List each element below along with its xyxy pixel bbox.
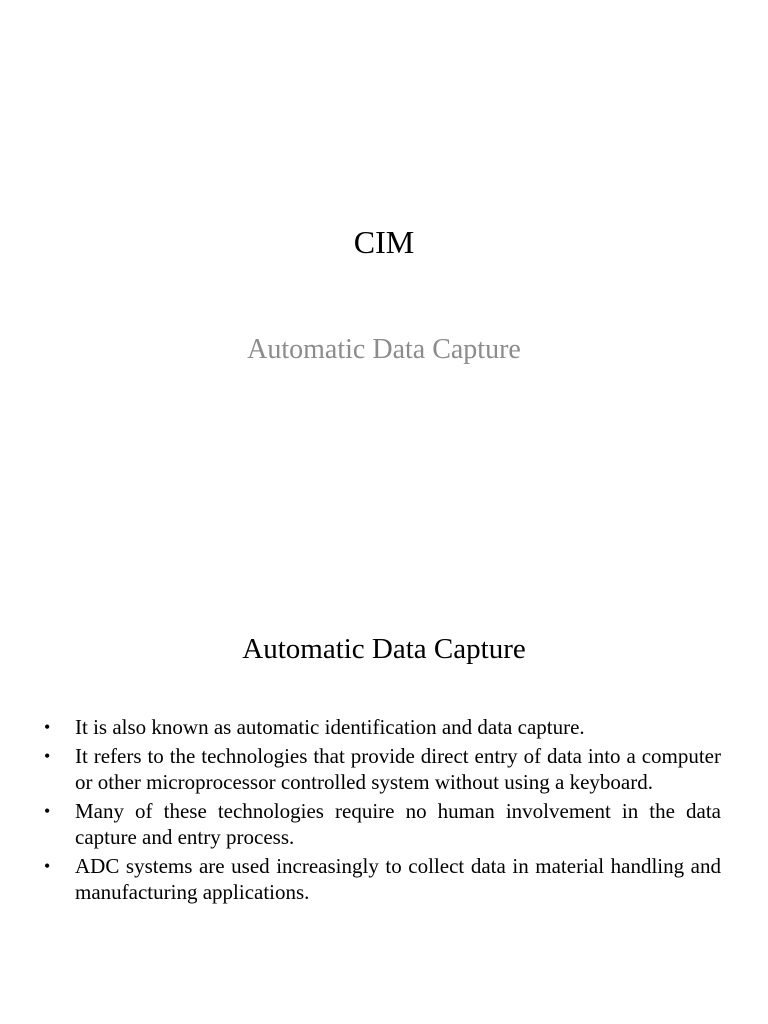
- bullet-list: [44, 714, 721, 908]
- bullet-icon: •: [44, 856, 51, 876]
- bullet-text: It is also known as automatic identification and data capture.: [75, 715, 585, 739]
- bullet-item: [44, 714, 721, 740]
- bullet-icon: •: [44, 801, 51, 821]
- bullet-icon: •: [44, 717, 51, 737]
- slide-title: CIM: [353, 224, 415, 260]
- bullet-text: Many of these technologies require no human involvement in the data capture and entry process.: [75, 799, 721, 849]
- bullet-text: ADC systems are used increasingly to collect data in material handling and manufacturing applications.: [75, 854, 721, 904]
- bullet-item: [44, 743, 721, 795]
- content-slide: [0, 600, 768, 1024]
- slide-heading: Automatic Data Capture: [242, 633, 526, 665]
- bullet-icon: •: [44, 746, 51, 766]
- bullet-item: [44, 853, 721, 905]
- bullet-item: [44, 798, 721, 850]
- bullet-text: It refers to the technologies that provide direct entry of data into a computer or other microprocessor controlled system without using a keyboard.: [75, 744, 721, 794]
- slide-subtitle: Automatic Data Capture: [247, 334, 521, 365]
